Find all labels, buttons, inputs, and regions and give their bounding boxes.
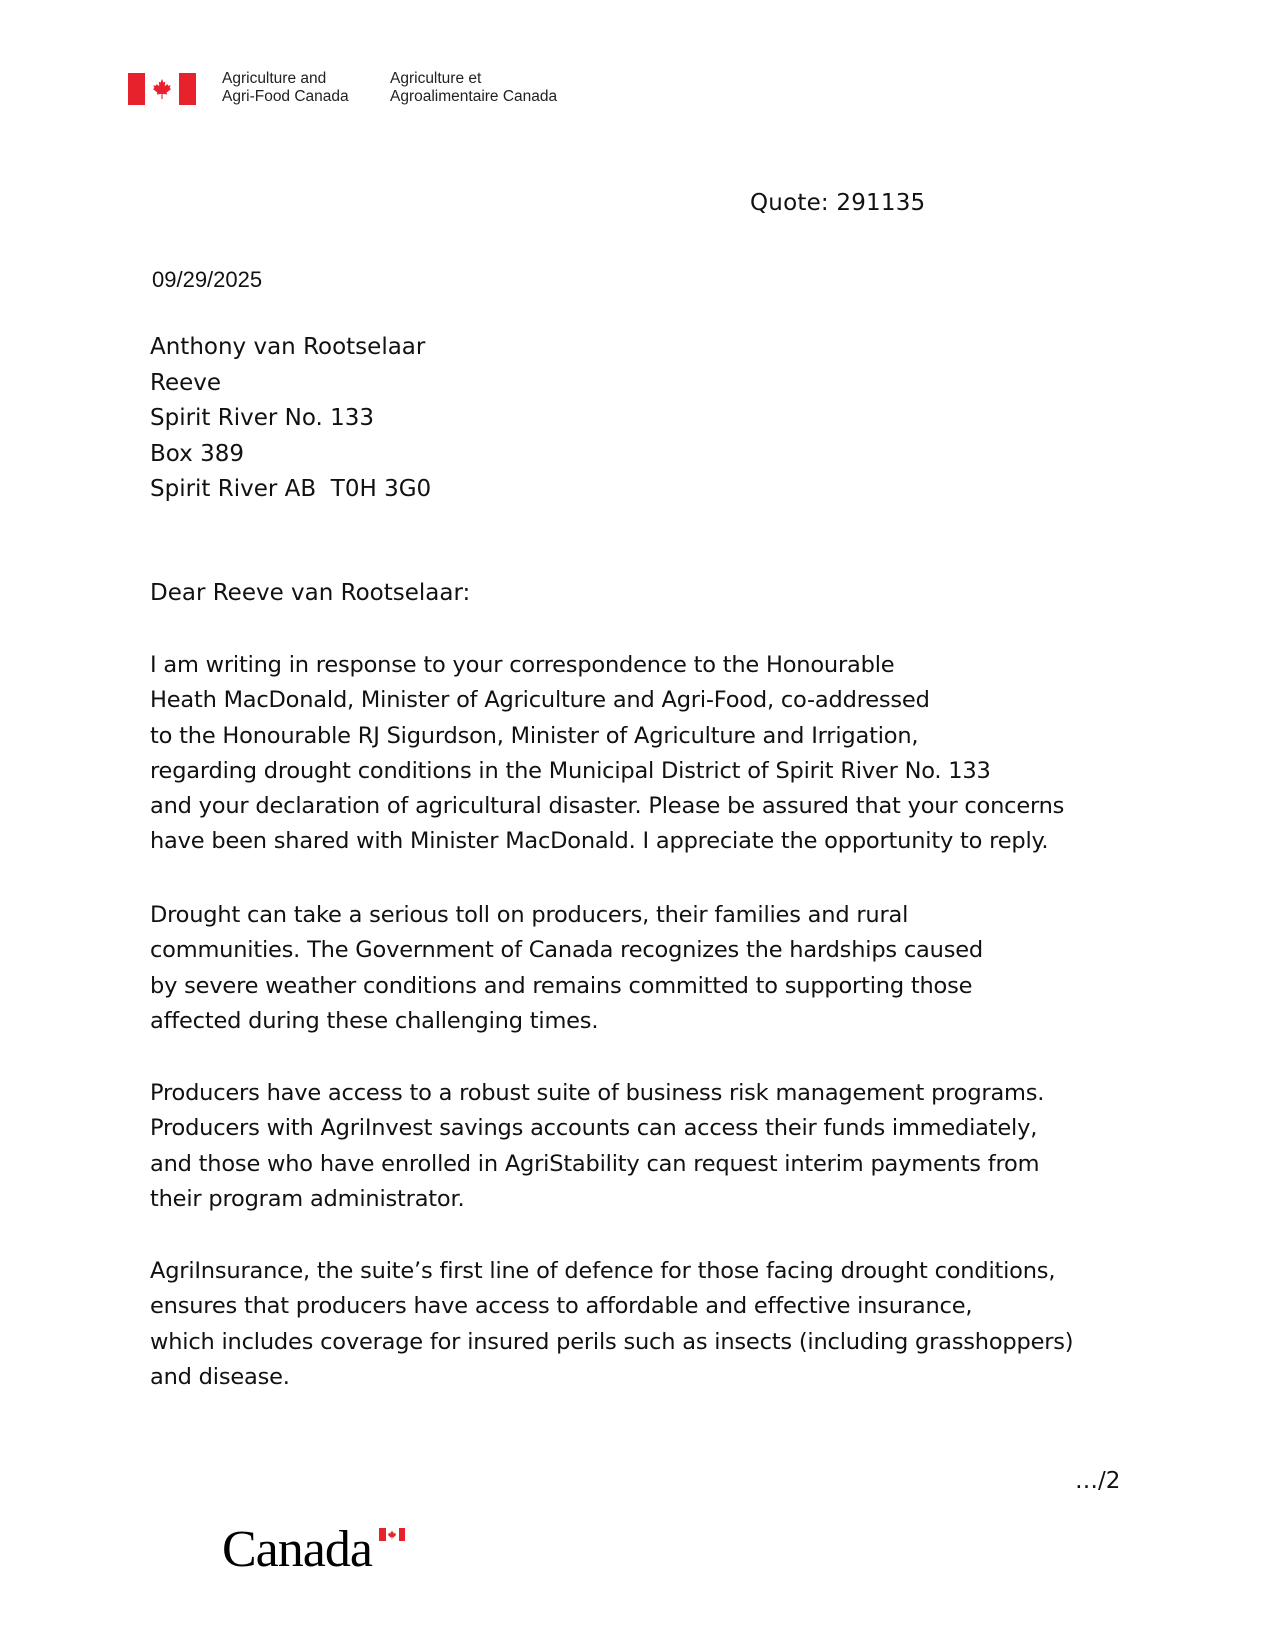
maple-leaf-icon (387, 1530, 397, 1540)
letter-date: 09/29/2025 (152, 267, 263, 292)
recipient-title: Reeve (150, 369, 222, 396)
canada-wordmark: Canada (222, 1521, 372, 1578)
paragraph-agriinsurance: AgriInsurance, the suite’s first line of defence for those facing drought conditions, ensures that producers have access to affordable and effective insurance, which includes coverage for insured perils such as insects (including grasshoppers) and disease. (150, 1258, 1074, 1390)
quote-number: Quote: 291135 (750, 190, 926, 216)
paragraph-drought-impact: Drought can take a serious toll on producers, their families and rural communities. The Government of Canada recognizes the hardships caused by severe weather conditions and remains committed to supporting those affected during these challenging times. (150, 902, 983, 1034)
letterhead (128, 70, 557, 106)
recipient-name: Anthony van Rootselaar (150, 334, 426, 360)
page-continuation: …/2 (1075, 1468, 1121, 1494)
maple-leaf-icon (151, 78, 173, 100)
recipient-address (150, 330, 431, 508)
department-name-french: Agriculture et Agroalimentaire Canada (390, 70, 558, 105)
salutation: Dear Reeve van Rootselaar: (150, 580, 471, 606)
recipient-city-line: Spirit River AB T0H 3G0 (150, 476, 432, 502)
paragraph-risk-programs: Producers have access to a robust suite of business risk management programs. Producers with AgriInvest savings accounts can access their funds immediately, and those who have enrolled in AgriStability can request interim payments from their program administrator. (150, 1080, 1045, 1212)
department-name-english: Agriculture and Agri-Food Canada (222, 70, 349, 105)
canada-flag-icon (128, 73, 196, 105)
recipient-box: Box 389 (150, 440, 244, 467)
recipient-organization: Spirit River No. 133 (150, 405, 375, 431)
paragraph-response: I am writing in response to your correspondence to the Honourable Heath MacDonald, Minister of Agriculture and Agri-Food, co-addressed to the Honourable RJ Sigurdson, Minister of Agriculture and Irrigation, regarding drought conditions in the Municipal District of Spirit River No. 133 and your declaration of agricultural disaster. Please be assured that your concerns have been shared with Minister MacDonald. I appreciate the opportunity to reply. (150, 652, 1065, 855)
canada-wordmark-flag-icon (379, 1528, 405, 1541)
